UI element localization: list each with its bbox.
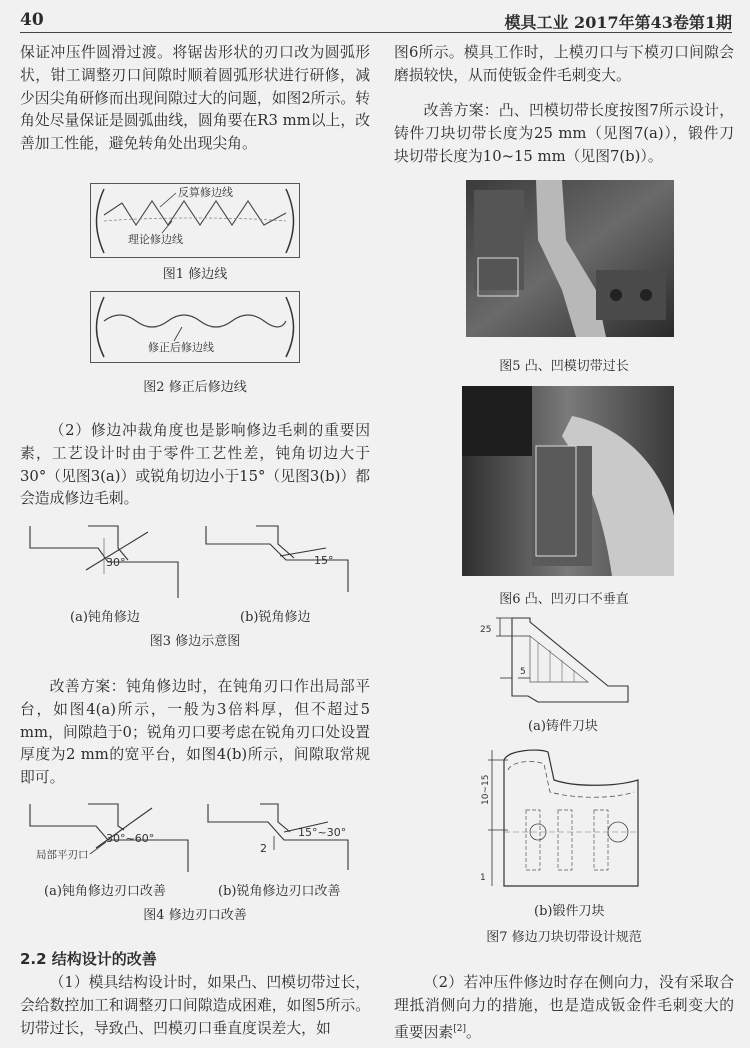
fig7a-dim-top: 25	[480, 625, 492, 635]
left-paragraph-1: 保证冲压件圆滑过渡。将锯齿形状的刃口改为圆弧形状，钳工调整刃口间隙时顺着圆弧形状进行研修，减少因尖角研修而出现间隙过大的问题，如图2所示。转角处尽量保证是圆弧曲线，圆角要在R3 mm以上，改善加工性能，避免转角处出现尖角。	[20, 44, 370, 153]
right-paragraph-2: 改善方案：凸、凹模切带长度按图7所示设计，铸件刀块切带长度为25 mm（见图7(a)），锻件刀块切带长度为10~15 mm（见图7(b)）。	[394, 102, 734, 165]
figure-5-image	[466, 180, 674, 337]
figure-3	[28, 518, 368, 602]
journal-title: 模具工业 2017年第43卷第1期	[504, 13, 732, 32]
figure-7a	[478, 612, 648, 708]
left-paragraph-3: 改善方案：钝角修边时，在钝角刃口作出局部平台，如图4(a)所示，一般为3倍料厚，但不超过5 mm，间隙趋于0；锐角刃口要考虑在锐角刃口处设置厚度为2 mm的宽平台，如图4(b)所示，间隙取常规即可。	[20, 678, 370, 787]
figure-7b-drawing	[478, 740, 648, 890]
fig4-sub-b: (b)锐角修边刃口改善	[218, 884, 341, 899]
reference-mark[interactable]: [2]	[453, 1023, 466, 1034]
fig7a-dim-side: 5	[520, 667, 526, 677]
figure-6-caption: 图6 凸、凹刃口不垂直	[499, 592, 629, 607]
section-heading: 2.2 结构设计的改善	[20, 950, 157, 968]
figure-5-caption: 图5 凸、凹模切带过长	[499, 359, 629, 374]
figure-5-photo	[466, 180, 674, 337]
figure-2-drawing	[90, 291, 300, 363]
figure-4-drawing	[28, 796, 368, 874]
fig3-sub-a: (a)钝角修边	[70, 610, 140, 625]
fig4-dim-b: 2	[260, 842, 267, 855]
fig2-label: 修正后修边线	[148, 341, 214, 354]
page-number: 40	[20, 10, 44, 30]
figure-1-drawing	[90, 183, 300, 258]
fig4-angle-b: 15°~30°	[298, 826, 347, 839]
figure-3-caption: 图3 修边示意图	[149, 634, 241, 649]
figure-6-photo	[462, 386, 674, 576]
fig3-angle-a: 30°	[106, 556, 126, 569]
fig3-angle-b: 15°	[314, 554, 334, 567]
figure-7a-drawing	[478, 612, 648, 708]
fig7-sub-b: (b)锻件刀块	[534, 904, 605, 919]
figure-7-caption: 图7 修边刀块切带设计规范	[486, 930, 642, 945]
figure-4	[28, 796, 368, 874]
figure-6-image	[462, 386, 674, 576]
right-paragraph-3-text: （2）若冲压件修边时存在侧向力，没有采取合理抵消侧向力的措施，也是造成钣金件毛刺变大的重要因素	[394, 974, 734, 1041]
left-paragraph-4: （1）模具结构设计时，如果凸、凹模切带过长，会给数控加工和调整刃口间隙造成困难，如图5所示。切带过长，导致凸、凹模刃口垂直度误差大，如	[20, 974, 370, 1037]
left-paragraph-2: （2）修边冲裁角度也是影响修边毛刺的重要因素，工艺设计时由于零件工艺性差，钝角切边大于30°（见图3(a)）或锐角切边小于15°（见图3(b)）都会造成修边毛刺。	[20, 422, 370, 508]
fig4-sub-a: (a)钝角修边刃口改善	[44, 884, 166, 899]
figure-2	[90, 291, 300, 363]
fig1-label-top: 反算修边线	[178, 186, 233, 199]
fig7-sub-a: (a)铸件刀块	[528, 719, 598, 734]
fig7b-dim: 10~15	[481, 774, 491, 805]
fig4-platform-label: 局部平刃口	[36, 849, 89, 861]
figure-3-drawing	[28, 518, 368, 602]
right-paragraph-1: 图6所示。模具工作时，上模刃口与下模刃口间隙会磨损较快，从而使钣金件毛刺变大。	[394, 44, 734, 84]
fig7b-dim-bottom: 1	[480, 873, 486, 883]
right-paragraph-3-end: 。	[465, 1023, 481, 1041]
figure-4-caption: 图4 修边刃口改善	[143, 908, 247, 923]
figure-7b	[478, 740, 648, 890]
right-paragraph-3	[394, 972, 734, 1044]
figure-1-caption: 图1 修边线	[162, 267, 228, 282]
figure-1	[90, 183, 300, 258]
fig4-angle-a: 30°~60°	[106, 832, 155, 845]
fig1-label-bottom: 理论修边线	[128, 233, 183, 246]
figure-2-caption: 图2 修正后修边线	[143, 380, 247, 395]
page-header	[20, 8, 732, 33]
fig3-sub-b: (b)锐角修边	[240, 610, 311, 625]
